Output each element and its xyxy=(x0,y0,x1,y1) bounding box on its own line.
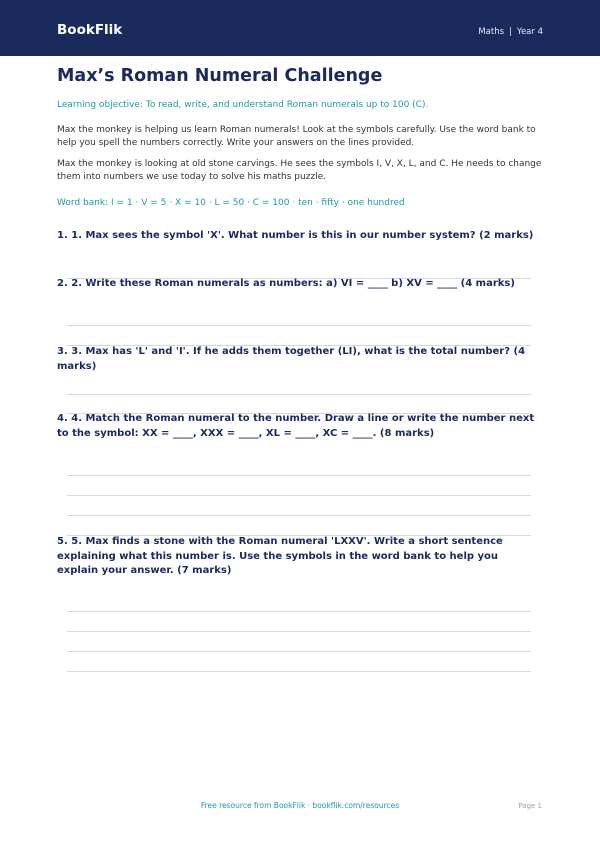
subject-separator: | xyxy=(509,27,512,37)
answer-line[interactable] xyxy=(67,671,531,672)
answer-line[interactable] xyxy=(67,611,531,612)
question-1: 1. 1. Max sees the symbol 'X'. What number is this in our number system? (2 marks) xyxy=(57,230,534,241)
answer-line[interactable] xyxy=(67,515,531,516)
answer-line[interactable] xyxy=(67,651,531,652)
answer-line[interactable] xyxy=(67,475,531,476)
footer-credit[interactable]: Free resource from BookFlik · bookflik.com/resources xyxy=(200,801,400,810)
subject-name: Maths xyxy=(478,27,505,37)
question-3: 3. 3. Max has 'L' and 'I'. If he adds them together (LI), what is the total number? (4 marks) xyxy=(57,346,526,372)
learning-objective: Learning objective: To read, write, and understand Roman numerals up to 100 (C). xyxy=(57,100,429,110)
page-title: Max’s Roman Numeral Challenge xyxy=(57,66,383,86)
word-bank: Word bank: I = 1 · V = 5 · X = 10 · L = 50 · C = 100 · ten · fifty · one hundred xyxy=(57,198,405,208)
brand-logo[interactable]: BookFlik xyxy=(57,22,123,38)
year-label: Year 4 xyxy=(516,27,543,37)
answer-line[interactable] xyxy=(67,631,531,632)
header-bar xyxy=(0,0,600,56)
answer-line[interactable] xyxy=(67,325,531,326)
answer-line[interactable] xyxy=(67,394,531,395)
question-4: 4. 4. Match the Roman numeral to the number. Draw a line or write the number next to the symbol: XX = ____, XXX = ____, XL = ____, XC = ____. (8 marks) xyxy=(57,413,535,439)
answer-line[interactable] xyxy=(67,495,531,496)
question-5: 5. 5. Max finds a stone with the Roman numeral 'LXXV'. Write a short sentence explaining what this number is. Use the symbols in the word bank to help you explain your answer. (7 marks) xyxy=(57,536,503,576)
question-2: 2. 2. Write these Roman numerals as numbers: a) VI = ____ b) XV = ____ (4 marks) xyxy=(57,278,515,289)
intro-paragraph-1: Max the monkey is helping us learn Roman numerals! Look at the symbols carefully. Use the word bank to help you spell the numbers correctly. Write your answers on the lines provided. xyxy=(57,125,536,148)
subject-label xyxy=(478,27,543,37)
page-number: Page 1 xyxy=(518,802,542,810)
intro-paragraph-2: Max the monkey is looking at old stone carvings. He sees the symbols I, V, X, L, and C. He needs to change them into numbers we use today to solve his maths puzzle. xyxy=(57,159,542,182)
